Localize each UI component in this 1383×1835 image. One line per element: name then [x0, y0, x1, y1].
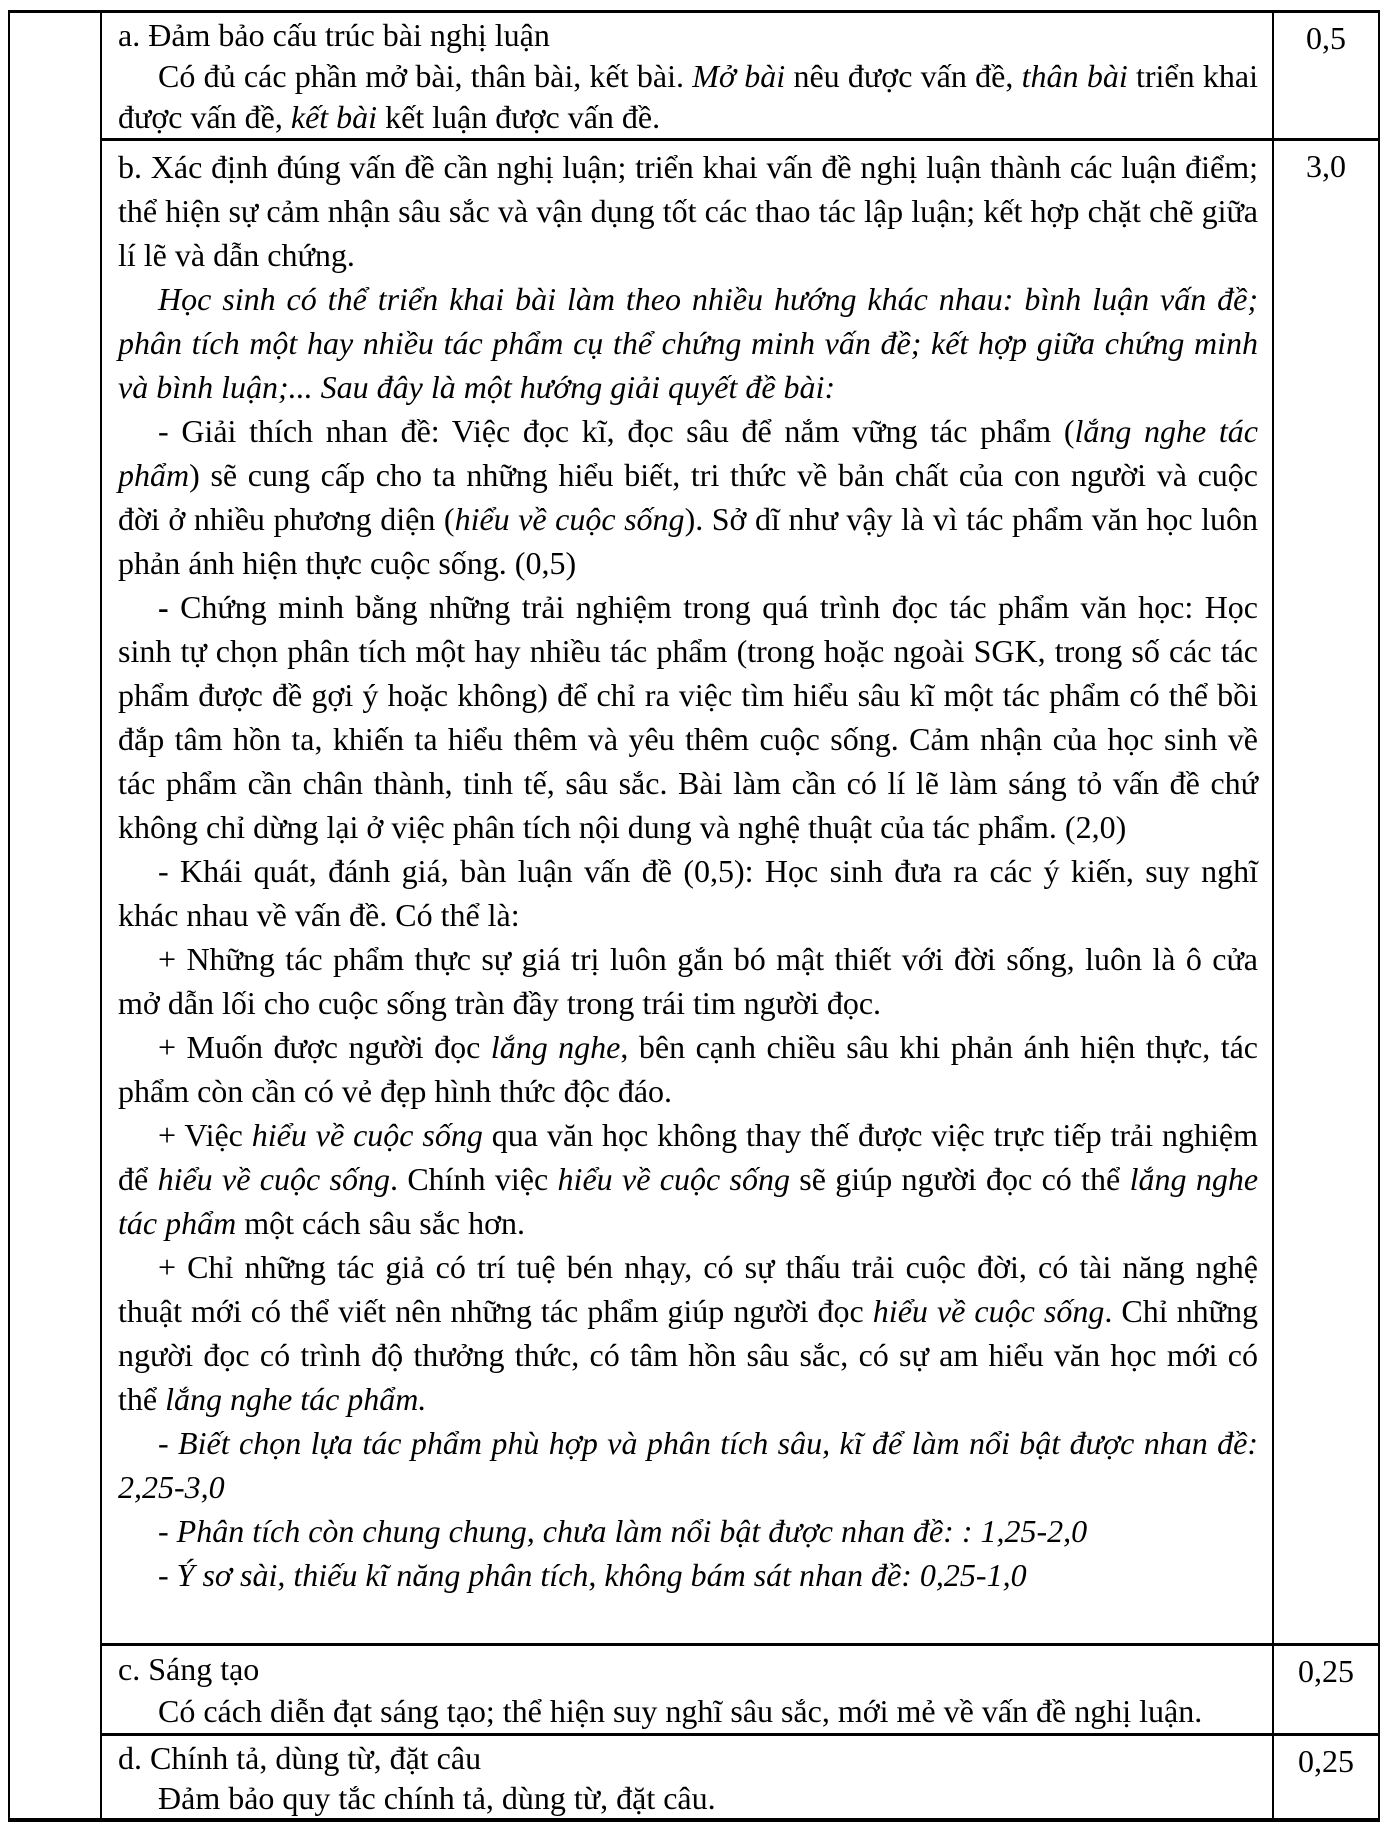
- rubric-paragraph: [118, 1113, 1258, 1245]
- italic-text-run: kết bài: [290, 99, 378, 135]
- text-run: qua văn học không thay thế được việc trực tiếp trải nghiệm để: [118, 1117, 1259, 1197]
- rubric-paragraph: [118, 277, 1258, 409]
- text-run: ) sẽ cung cấp cho ta những hiểu biết, tri thức về bản chất của con người và cuộc đời ở nhiều phương diện (: [118, 457, 1258, 537]
- criterion-d-content-cell: [102, 1736, 1272, 1818]
- text-run: Có cách diễn đạt sáng tạo; thể hiện suy nghĩ sâu sắc, mới mẻ về vấn đề nghị luận.: [158, 1693, 1203, 1729]
- text-run: sẽ giúp người đọc có thể: [789, 1161, 1130, 1197]
- text-run: + Những tác phẩm thực sự giá trị luôn gắn bó mật thiết với đời sống, luôn là ô cửa mở dẫn lối cho cuộc sống tràn đầy trong trái tim người đọc.: [118, 941, 1258, 1021]
- italic-text-run: - Ý sơ sài, thiếu kĩ năng phân tích, không bám sát nhan đề: 0,25-1,0: [158, 1557, 1027, 1593]
- rubric-paragraph: [118, 1509, 1258, 1553]
- text-run: - Giải thích nhan đề: Việc đọc kĩ, đọc sâu để nắm vững tác phẩm (: [158, 413, 1075, 449]
- text-run: triển khai được vấn đề,: [118, 58, 1258, 135]
- rubric-paragraph: [118, 937, 1258, 1025]
- question-number-cell: [10, 13, 102, 1818]
- italic-text-run: lắng nghe: [490, 1029, 621, 1065]
- rubric-paragraph: [118, 849, 1258, 937]
- italic-text-run: hiểu về cuộc sống: [872, 1293, 1105, 1329]
- rubric-paragraph: [118, 1648, 1258, 1690]
- italic-text-run: lắng nghe tác phẩm.: [165, 1381, 427, 1417]
- score-value: 3,0: [1306, 148, 1346, 184]
- rubric-paragraph: [118, 1421, 1258, 1509]
- rubric-paragraph: [118, 56, 1258, 138]
- italic-text-run: hiểu về cuộc sống: [454, 501, 685, 537]
- score-value: 0,25: [1298, 1653, 1354, 1689]
- table-row-criterion-c: [102, 1643, 1378, 1733]
- text-run: - Khái quát, đánh giá, bàn luận vấn đề (0,5): Học sinh đưa ra các ý kiến, suy nghĩ khác nhau về vấn đề. Có thể là:: [118, 853, 1258, 933]
- italic-text-run: Mở bài: [692, 58, 786, 94]
- text-run: + Chỉ những tác giả có trí tuệ bén nhạy, có sự thấu trải cuộc đời, có tài năng nghệ thuật mới có thể viết nên những tác phẩm giúp người đọc: [118, 1249, 1258, 1329]
- criterion-a-score-cell: [1272, 13, 1378, 138]
- text-run: Chứng minh bằng những trải nghiệm trong quá trình đọc tác phẩm văn học: Học sinh tự chọn phân tích một hay nhiều tác phẩm (trong hoặc ngoài SGK, trong số các tác phẩm được đề gợi ý hoặc không) để chỉ ra việc tìm hiểu sâu kĩ một tác phẩm có thể bồi đắp tâm hồn ta, khiến ta hiểu thêm và yêu thêm cuộc sống. Cảm nhận của học sinh về tác phẩm cần chân thành, tinh tế, sâu sắc. Bài làm cần có lí lẽ làm sáng tỏ vấn đề chứ không chỉ dừng lại ở việc phân tích nội dung và nghệ thuật của tác phẩm. (2,0): [118, 589, 1259, 845]
- rubric-paragraph: [118, 585, 1258, 849]
- table-row-criterion-d: [102, 1733, 1378, 1818]
- rubric-paragraph: [118, 1553, 1258, 1597]
- text-run: c. Sáng tạo: [118, 1651, 260, 1687]
- rubric-paragraph: [118, 1245, 1258, 1421]
- rubric-paragraph: [118, 409, 1258, 585]
- criteria-rows: [102, 13, 1378, 1818]
- text-run: a. Đảm bảo cấu trúc bài nghị luận: [118, 17, 550, 53]
- criterion-d-score-cell: [1272, 1736, 1378, 1818]
- criterion-b-score-cell: [1272, 141, 1378, 1643]
- text-run: -: [158, 589, 181, 625]
- text-run: Có đủ các phần mở bài, thân bài, kết bài.: [158, 58, 693, 94]
- text-run: + Muốn được người đọc: [158, 1029, 491, 1065]
- text-run: d. Chính tả, dùng từ, đặt câu: [118, 1740, 482, 1776]
- criterion-b-content-cell: [102, 141, 1272, 1643]
- italic-text-run: lắng nghe tác phẩm: [118, 1161, 1259, 1241]
- rubric-paragraph: [118, 1025, 1258, 1113]
- text-run: . Chính việc: [389, 1161, 558, 1197]
- text-run: . Chỉ những người đọc có trình độ thưởng thức, có tâm hồn sâu sắc, có sự am hiểu văn học mới có thể: [118, 1293, 1259, 1417]
- italic-text-run: hiểu về cuộc sống: [557, 1161, 790, 1197]
- rubric-paragraph: [118, 1778, 1258, 1818]
- rubric-paragraph: [118, 15, 1258, 56]
- rubric-paragraph: [118, 145, 1258, 277]
- criterion-c-content-cell: [102, 1646, 1272, 1733]
- rubric-paragraph: [118, 1690, 1258, 1732]
- text-run: Đảm bảo quy tắc chính tả, dùng từ, đặt câu.: [158, 1780, 716, 1816]
- text-run: kết luận được vấn đề.: [377, 99, 661, 135]
- rubric-table: [8, 10, 1380, 1822]
- italic-text-run: hiểu về cuộc sống: [251, 1117, 483, 1153]
- italic-text-run: hiểu về cuộc sống: [157, 1161, 390, 1197]
- italic-text-run: - Biết chọn lựa tác phẩm phù hợp và phân tích sâu, kĩ để làm nổi bật được nhan đề: 2,25-3,0: [118, 1425, 1258, 1505]
- table-row-criterion-b: [102, 138, 1378, 1643]
- rubric-paragraph: [118, 1738, 1258, 1778]
- criterion-c-score-cell: [1272, 1646, 1378, 1733]
- text-run: một cách sâu sắc hơn.: [236, 1205, 526, 1241]
- text-run: , bên cạnh chiều sâu khi phản ánh hiện thực, tác phẩm còn cần có vẻ đẹp hình thức độc đáo.: [118, 1029, 1259, 1109]
- text-run: b. Xác định đúng vấn đề cần nghị luận; triển khai vấn đề nghị luận thành các luận điểm; thể hiện sự cảm nhận sâu sắc và vận dụng tốt các thao tác lập luận; kết hợp chặt chẽ giữa lí lẽ và dẫn chứng.: [118, 149, 1258, 273]
- criterion-a-content-cell: [102, 13, 1272, 138]
- score-value: 0,25: [1298, 1743, 1354, 1779]
- text-run: ). Sở dĩ như vậy là vì tác phẩm văn học luôn phản ánh hiện thực cuộc sống. (0,5): [118, 501, 1259, 581]
- italic-text-run: - Phân tích còn chung chung, chưa làm nổi bật được nhan đề: : 1,25-2,0: [158, 1513, 1088, 1549]
- table-row-criterion-a: [102, 13, 1378, 138]
- italic-text-run: Học sinh có thể triển khai bài làm theo nhiều hướng khác nhau: bình luận vấn đề; phân tích một hay nhiều tác phẩm cụ thể chứng minh vấn đề; kết hợp giữa chứng minh và bình luận;... Sau đây là một hướng giải quyết đề bài:: [118, 281, 1258, 405]
- italic-text-run: lắng nghe tác phẩm: [118, 413, 1259, 493]
- text-run: + Việc: [158, 1117, 252, 1153]
- italic-text-run: thân bài: [1021, 58, 1128, 94]
- text-run: nêu được vấn đề,: [785, 58, 1022, 94]
- score-value: 0,5: [1306, 20, 1346, 56]
